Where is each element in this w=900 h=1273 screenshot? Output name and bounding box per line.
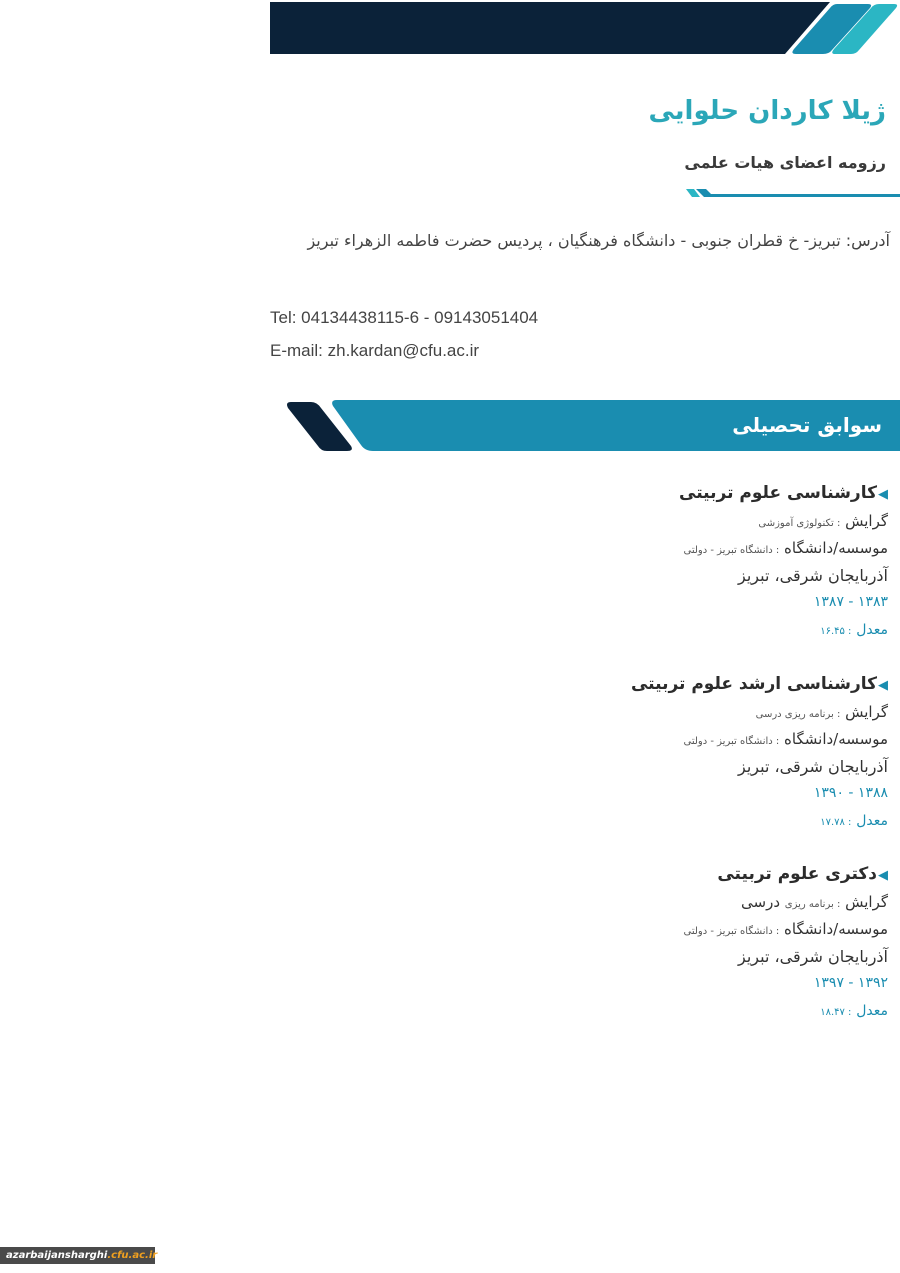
years-row: ۱۳۸۸ - ۱۳۹۰ — [813, 785, 888, 801]
person-name: ژیلا کاردان حلوایی — [648, 96, 886, 126]
institution-row: موسسه/دانشگاه : دانشگاه تبریز - دولتی — [683, 730, 888, 748]
gpa-row: معدل : ۱۷.۷۸ — [820, 813, 888, 829]
field-row: گرایش : برنامه ریزی درسی — [755, 703, 888, 721]
education-item — [588, 859, 888, 1024]
subtitle-divider — [686, 184, 900, 196]
education-item — [588, 478, 888, 643]
phone-text: Tel: 04134438115-6 - 09143051404 — [270, 308, 539, 327]
gpa-row: معدل : ۱۶.۴۵ — [820, 622, 888, 638]
institution-row: موسسه/دانشگاه : دانشگاه تبریز - دولتی — [683, 539, 888, 557]
location-row: آذربایجان شرقی، تبریز — [738, 566, 888, 585]
site-watermark: azarbaijansharghi.cfu.ac.ir — [0, 1247, 155, 1264]
bullet-icon: ◀ — [878, 868, 888, 883]
header-banner — [270, 2, 900, 54]
years-row: ۱۳۸۳ - ۱۳۸۷ — [813, 594, 888, 610]
bullet-icon: ◀ — [878, 487, 888, 502]
bullet-icon: ◀ — [878, 678, 888, 693]
location-row: آذربایجان شرقی، تبریز — [738, 757, 888, 776]
degree-title: ◀کارشناسی ارشد علوم تربیتی — [630, 674, 888, 694]
education-item — [588, 669, 888, 834]
location-row: آذربایجان شرقی، تبریز — [738, 947, 888, 966]
field-row: گرایش : تکنولوژی آموزشی — [758, 512, 888, 530]
banner-navy-block — [270, 2, 830, 54]
email-text: E-mail: zh.kardan@cfu.ac.ir — [270, 341, 480, 360]
section-title-education: سوابق تحصیلی — [732, 413, 882, 437]
degree-title: ◀کارشناسی علوم تربیتی — [679, 483, 888, 503]
field-row: گرایش : برنامه ریزی درسی — [741, 893, 888, 911]
gpa-row: معدل : ۱۸.۴۷ — [820, 1003, 888, 1019]
resume-subtitle: رزومه اعضای هیات علمی — [684, 153, 886, 172]
address-text: آدرس: تبریز- خ قطران جنوبی - دانشگاه فرهنگیان ، پردیس حضرت فاطمه الزهراء تبریز — [307, 231, 890, 250]
degree-title: ◀دکتری علوم تربیتی — [717, 864, 888, 884]
years-row: ۱۳۹۲ - ۱۳۹۷ — [813, 975, 888, 991]
institution-row: موسسه/دانشگاه : دانشگاه تبریز - دولتی — [683, 920, 888, 938]
